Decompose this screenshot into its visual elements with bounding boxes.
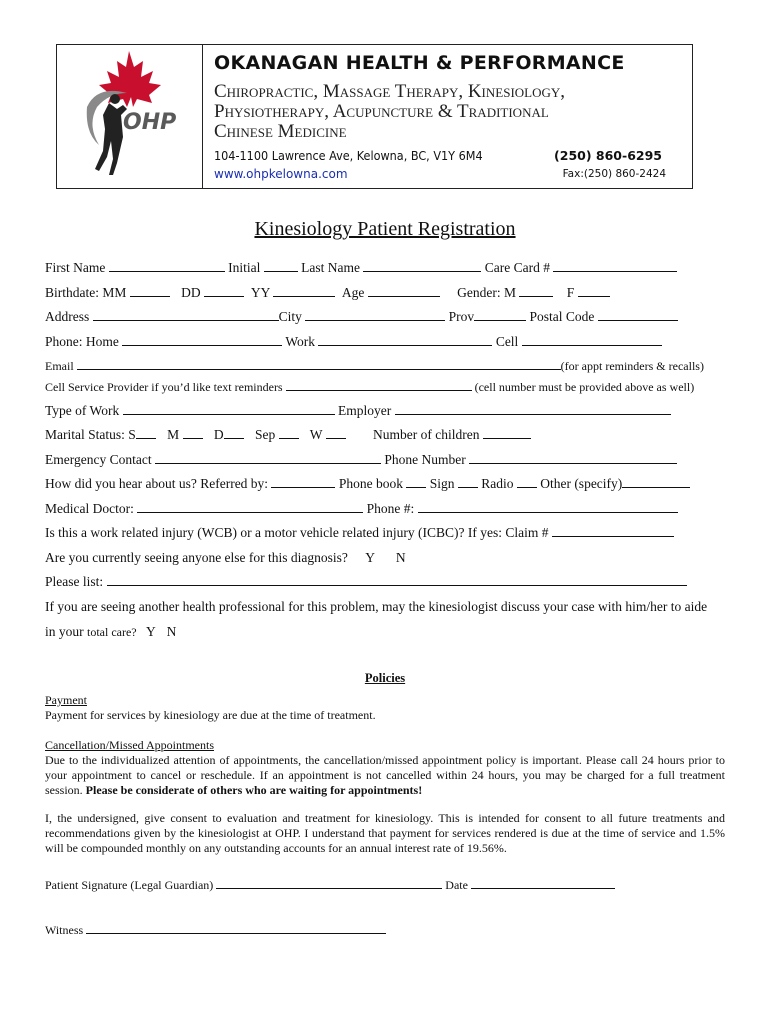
maple-leaf-figure-icon xyxy=(57,45,202,188)
doctor-phone-field[interactable] xyxy=(418,501,678,513)
doctor-row xyxy=(45,501,678,517)
seeing-yes-option[interactable]: Y xyxy=(365,550,375,565)
emergency-contact-label: Emergency Contact xyxy=(45,452,152,467)
children-field[interactable] xyxy=(483,427,531,439)
seeing-anyone-label: Are you currently seeing anyone else for this diagnosis? xyxy=(45,550,348,565)
work-injury-label: Is this a work related injury (WCB) or a motor vehicle related injury (ICBC)? If yes: Claim # xyxy=(45,525,549,540)
sign-label: Sign xyxy=(429,476,455,491)
phone-cell-field[interactable] xyxy=(522,334,662,346)
injury-row xyxy=(45,525,674,541)
policies-title: Policies xyxy=(364,671,406,685)
first-name-label: First Name xyxy=(45,260,106,275)
initial-field[interactable] xyxy=(264,260,298,272)
birthdate-yy-label: YY xyxy=(250,285,270,300)
payment-text: Payment for services by kinesiology are due at the time of treatment. xyxy=(45,708,376,722)
email-note: (for appt reminders & recalls) xyxy=(560,359,704,373)
clinic-website-link[interactable]: www.ohpkelowna.com xyxy=(214,167,348,181)
last-name-field[interactable] xyxy=(363,260,481,272)
marital-sep-field[interactable] xyxy=(279,427,299,439)
city-field[interactable] xyxy=(305,309,445,321)
discuss-question-cont: total care? xyxy=(87,625,137,639)
referral-row xyxy=(45,476,690,492)
prov-field[interactable] xyxy=(474,309,526,321)
claim-number-field[interactable] xyxy=(552,525,674,537)
email-label: Email xyxy=(45,359,74,373)
services-list xyxy=(214,82,684,142)
clinic-header xyxy=(56,44,693,189)
signature-field[interactable] xyxy=(216,879,442,889)
clinic-phone: (250) 860-6295 xyxy=(554,148,662,163)
birthdate-mm-field[interactable] xyxy=(130,285,170,297)
cancellation-heading: Cancellation/Missed Appointments xyxy=(45,738,214,752)
marital-w-field[interactable] xyxy=(326,427,346,439)
please-list-label: Please list: xyxy=(45,574,104,589)
marital-row xyxy=(45,427,531,443)
referral-field[interactable] xyxy=(271,476,335,488)
referral-label: How did you hear about us? Referred by: xyxy=(45,476,269,491)
date-label: Date xyxy=(445,878,468,892)
discuss-question-cont: in your xyxy=(45,624,84,639)
phone-work-field[interactable] xyxy=(318,334,492,346)
email-field[interactable] xyxy=(77,360,561,370)
phone-cell-label: Cell xyxy=(495,334,519,349)
sign-field[interactable] xyxy=(458,476,478,488)
marital-d-label: D xyxy=(213,427,224,442)
marital-s-field[interactable] xyxy=(136,427,156,439)
address-field[interactable] xyxy=(93,309,279,321)
doctor-phone-label: Phone #: xyxy=(366,501,415,516)
birthdate-yy-field[interactable] xyxy=(273,285,335,297)
witness-field[interactable] xyxy=(86,924,386,934)
witness-label: Witness xyxy=(45,923,84,937)
phone-row xyxy=(45,334,662,350)
services-line: Chiropractic, Massage Therapy, Kinesiology, xyxy=(214,81,566,102)
seeing-no-option[interactable]: N xyxy=(395,550,406,565)
work-row xyxy=(45,403,671,419)
payment-heading: Payment xyxy=(45,693,87,707)
payment-section xyxy=(45,693,725,723)
postal-code-label: Postal Code xyxy=(529,309,595,324)
address-label: Address xyxy=(45,309,90,324)
discuss-no-option[interactable]: N xyxy=(166,624,177,639)
address-row xyxy=(45,309,678,325)
seeing-anyone-row xyxy=(45,550,406,566)
marital-m-field[interactable] xyxy=(183,427,203,439)
postal-code-field[interactable] xyxy=(598,309,678,321)
other-field[interactable] xyxy=(622,476,690,488)
cancellation-bold-note: Please be considerate of others who are waiting for appointments! xyxy=(85,783,423,797)
medical-doctor-label: Medical Doctor: xyxy=(45,501,134,516)
phone-work-label: Work xyxy=(285,334,316,349)
gender-f-field[interactable] xyxy=(578,285,610,297)
discuss-question: If you are seeing another health professional for this problem, may the kinesiologist discuss your case with him/her to aide xyxy=(45,599,708,614)
marital-d-field[interactable] xyxy=(224,427,244,439)
radio-field[interactable] xyxy=(517,476,537,488)
gender-m-label: Gender: M xyxy=(457,285,516,300)
city-label: City xyxy=(278,309,302,324)
type-of-work-field[interactable] xyxy=(123,403,335,415)
birthdate-row xyxy=(45,285,610,301)
signature-label: Patient Signature (Legal Guardian) xyxy=(45,878,214,892)
cell-provider-row xyxy=(45,380,694,395)
discuss-row xyxy=(45,599,707,615)
marital-m-label: M xyxy=(167,427,180,442)
please-list-row xyxy=(45,574,687,590)
birthdate-dd-label: DD xyxy=(181,285,201,300)
care-card-field[interactable] xyxy=(553,260,677,272)
marital-s-label: Marital Status: S xyxy=(45,427,136,442)
first-name-field[interactable] xyxy=(109,260,225,272)
cell-provider-label: Cell Service Provider if you’d like text reminders xyxy=(45,380,283,394)
phone-book-field[interactable] xyxy=(406,476,426,488)
witness-row xyxy=(45,923,386,938)
children-label: Number of children xyxy=(373,427,480,442)
employer-label: Employer xyxy=(337,403,392,418)
emergency-contact-field[interactable] xyxy=(155,452,381,464)
phone-home-label: Phone: Home xyxy=(45,334,119,349)
clinic-name: OKANAGAN HEALTH & PERFORMANCE xyxy=(214,52,625,74)
initial-label: Initial xyxy=(228,260,261,275)
medical-doctor-field[interactable] xyxy=(137,501,363,513)
ohp-logo xyxy=(57,45,203,188)
clinic-address: 104-1100 Lawrence Ave, Kelowna, BC, V1Y 6M4 xyxy=(214,148,483,163)
form-title: Kinesiology Patient Registration xyxy=(254,218,516,240)
last-name-label: Last Name xyxy=(301,260,360,275)
services-line: Chinese Medicine xyxy=(214,121,347,142)
consent-text: I, the undersigned, give consent to evaluation and treatment for kinesiology. This is intended for consent to all future treatments and recommendations given by the kinesiologist at OHP. I understand that payment for services rendered is due at the time of service and 1.5% will be compounded monthly on any outstanding accounts for an annual interest rate of 19.56%. xyxy=(45,811,725,855)
gender-f-label: F xyxy=(566,285,575,300)
emergency-row xyxy=(45,452,677,468)
cancellation-section xyxy=(45,738,725,798)
please-list-field[interactable] xyxy=(107,574,687,586)
radio-label: Radio xyxy=(481,476,514,491)
marital-w-label: W xyxy=(309,427,323,442)
birthdate-dd-field[interactable] xyxy=(204,285,244,297)
discuss-yes-option[interactable]: Y xyxy=(146,624,156,639)
prov-label: Prov xyxy=(448,309,475,324)
email-row xyxy=(45,359,704,374)
other-label: Other (specify) xyxy=(540,476,623,491)
logo-text: OHP xyxy=(123,110,177,135)
type-of-work-label: Type of Work xyxy=(45,403,120,418)
name-row xyxy=(45,260,677,276)
phone-book-label: Phone book xyxy=(338,476,403,491)
clinic-fax: Fax:(250) 860-2424 xyxy=(562,168,666,180)
discuss-row-2 xyxy=(45,624,176,640)
cancellation-text: Due to the individualized attention of appointments, the cancellation/missed appointment policy is important. Please call 24 hours prior to your appointment to cancel or reschedule. If an appointment is not cancelled within 24 hours, you may be charged for a full treatment session. Please be considerate of others who are waiting for appointments! xyxy=(45,753,725,797)
emergency-phone-field[interactable] xyxy=(469,452,677,464)
age-field[interactable] xyxy=(368,285,440,297)
cell-provider-field[interactable] xyxy=(286,381,472,391)
signature-row xyxy=(45,878,615,893)
date-field[interactable] xyxy=(471,879,615,889)
cell-provider-note: (cell number must be provided above as well) xyxy=(474,380,695,394)
services-line: Physiotherapy, Acupuncture & Traditional xyxy=(214,101,549,122)
marital-sep-label: Sep xyxy=(255,427,276,442)
emergency-phone-label: Phone Number xyxy=(384,452,466,467)
care-card-label: Care Card # xyxy=(484,260,550,275)
phone-home-field[interactable] xyxy=(122,334,282,346)
employer-field[interactable] xyxy=(395,403,671,415)
age-label: Age xyxy=(341,285,365,300)
birthdate-mm-label: Birthdate: MM xyxy=(45,285,127,300)
gender-m-field[interactable] xyxy=(519,285,553,297)
